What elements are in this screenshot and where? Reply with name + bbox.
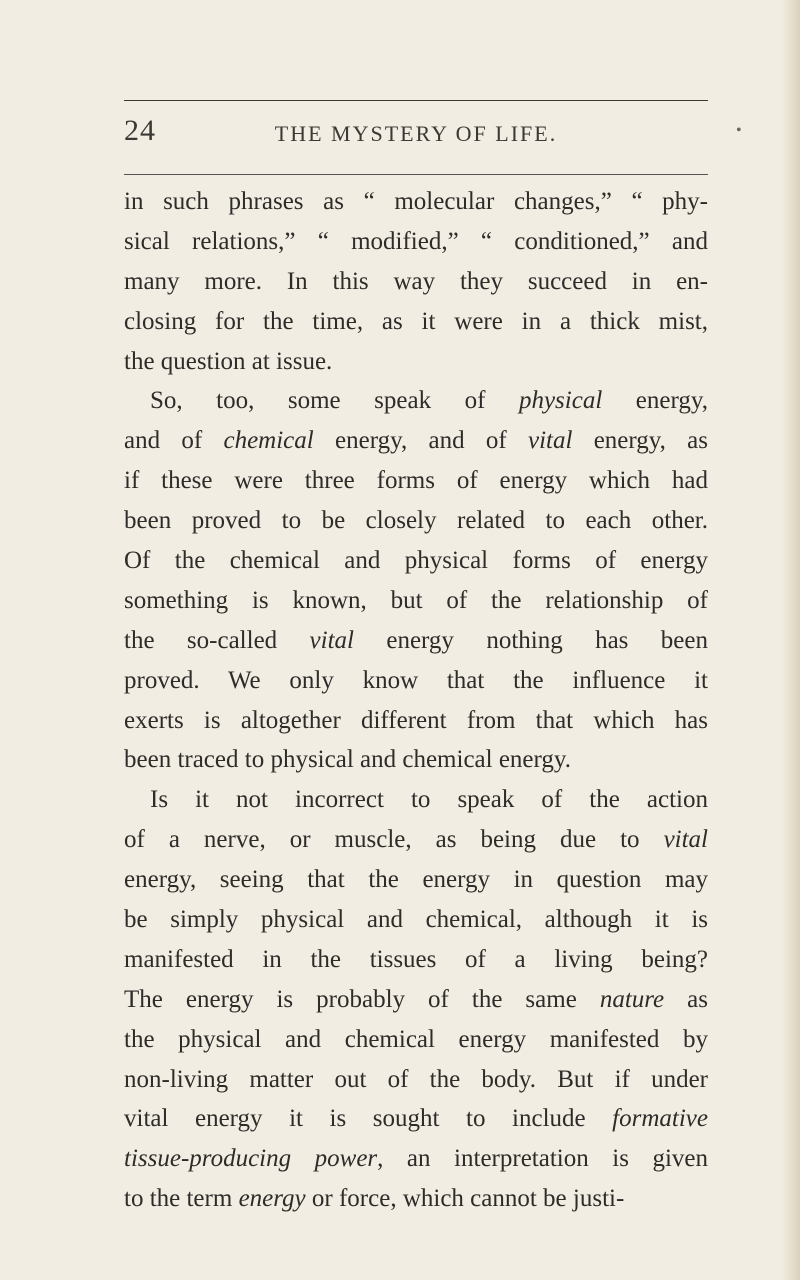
text-run: been proved to be closely related to each other.	[124, 507, 708, 535]
page-edge-shadow	[782, 0, 800, 1280]
text-line	[124, 1139, 708, 1179]
header-rule-bottom	[124, 174, 708, 175]
text-run: the question at issue.	[124, 347, 333, 375]
text-run: sical relations,” “ modified,” “ conditioned,” and	[124, 227, 708, 255]
text-run: or force, which cannot be justi-	[305, 1185, 625, 1213]
text-run: energy,	[602, 387, 708, 415]
text-line	[124, 182, 708, 222]
text-line	[124, 740, 708, 780]
text-run: closing for the time, as it were in a thick mist,	[124, 307, 708, 335]
italic-text: chemical	[223, 427, 314, 455]
text-line	[124, 900, 708, 940]
text-line	[124, 1179, 708, 1219]
italic-text: tissue-producing power	[124, 1145, 378, 1173]
header-rule-top	[124, 100, 708, 101]
text-run: and of	[124, 427, 224, 455]
text-run: energy nothing has been	[353, 626, 708, 654]
text-run: something is known, but of the relationship of	[124, 586, 708, 614]
text-run: Is it not incorrect to speak of the action	[150, 786, 708, 814]
italic-text: formative	[612, 1105, 708, 1133]
text-run: been traced to physical and chemical energy.	[124, 746, 572, 774]
text-line	[124, 701, 708, 741]
text-run: So, too, some speak of	[150, 387, 519, 415]
text-run: energy, and of	[313, 427, 528, 455]
text-line	[124, 461, 708, 501]
text-line	[124, 1099, 708, 1139]
text-line	[124, 421, 708, 461]
text-line	[124, 621, 708, 661]
text-line	[124, 541, 708, 581]
text-line	[124, 1020, 708, 1060]
italic-text: vital	[309, 626, 354, 654]
text-line	[124, 860, 708, 900]
text-run: be simply physical and chemical, although it is	[124, 906, 708, 934]
italic-text: vital	[663, 826, 708, 854]
text-line	[124, 302, 708, 342]
text-run: to the term	[124, 1185, 239, 1213]
italic-text: energy	[238, 1185, 306, 1213]
text-run: non-living matter out of the body. But if under	[124, 1065, 708, 1093]
text-run: energy, seeing that the energy in question may	[124, 866, 708, 894]
text-line	[124, 980, 708, 1020]
italic-text: vital	[527, 427, 573, 455]
text-run: if these were three forms of energy which had	[124, 467, 708, 495]
text-run: vital energy it is sought to include	[124, 1105, 613, 1133]
page-header	[124, 114, 742, 150]
text-run: proved. We only know that the influence it	[124, 666, 708, 694]
text-run: , an interpretation is given	[377, 1145, 708, 1173]
text-line	[124, 820, 708, 860]
text-run: Of the chemical and physical forms of energy	[124, 547, 708, 575]
text-line	[124, 780, 708, 820]
text-run: energy, as	[572, 427, 708, 455]
text-run: the so-called	[124, 626, 310, 654]
italic-text: physical	[518, 387, 603, 415]
text-line	[124, 381, 708, 421]
italic-text: nature	[599, 985, 665, 1013]
text-run: as	[664, 985, 708, 1013]
text-line	[124, 501, 708, 541]
page-number: 24	[124, 114, 156, 147]
text-line	[124, 222, 708, 262]
text-line	[124, 342, 708, 382]
text-run: the physical and chemical energy manifested by	[124, 1025, 708, 1053]
text-run: of a nerve, or muscle, as being due to	[124, 826, 664, 854]
text-line	[124, 661, 708, 701]
text-run: many more. In this way they succeed in en-	[124, 267, 708, 295]
text-run: in such phrases as “ molecular changes,” “ phy-	[124, 188, 708, 215]
text-line	[124, 262, 708, 302]
text-line	[124, 1060, 708, 1100]
running-head: THE MYSTERY OF LIFE.	[274, 121, 558, 146]
text-line	[124, 581, 708, 621]
text-run: exerts is altogether different from that which has	[124, 706, 708, 734]
body-text	[124, 182, 708, 1219]
header-ornament: •	[736, 122, 742, 139]
text-run: The energy is probably of the same	[124, 985, 600, 1013]
text-line	[124, 940, 708, 980]
text-run: manifested in the tissues of a living being?	[124, 945, 708, 973]
